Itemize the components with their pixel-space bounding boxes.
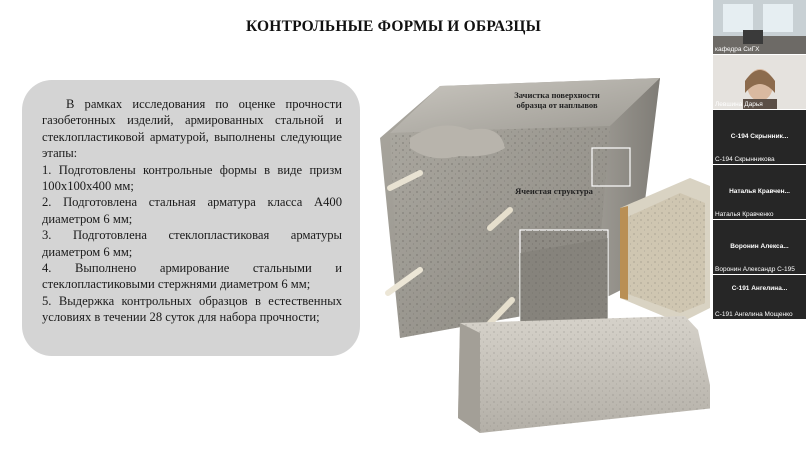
caption-cleaning [497,90,617,110]
participant-tile[interactable] [713,0,806,54]
participant-title: С-194 Скрынник... [730,133,789,140]
caption-structure: Ячеистая структура [515,186,593,196]
participant-tile[interactable] [713,275,806,319]
step-3: 3. Подготовлена стеклопластиковая арматуры диаметром 6 мм; [42,228,342,259]
participant-name: Левшина Дарья [715,101,763,108]
text-panel [22,80,360,356]
participant-name: Наталья Кравченко [715,211,774,218]
participant-name: С-191 Ангелина Мощенко [715,311,793,318]
step-4: 4. Выполнено армирование стальными и стеклопластиковыми стержнями диаметром 6 мм; [42,261,342,292]
intro-text: В рамках исследования по оценке прочности газобетонных изделий, армированных стальной и стеклопластиковой арматурой, выполнены следующие этапы: [42,97,342,161]
step-1: 1. Подготовлены контрольные формы в виде призм 100х100х400 мм; [42,162,342,194]
slide-title: КОНТРОЛЬНЫЕ ФОРМЫ И ОБРАЗЦЫ [246,18,542,35]
participant-tile[interactable] [713,220,806,274]
participant-title: С-191 Ангелина... [731,285,788,292]
caption-cleaning-line2: образца от наплывов [516,100,598,110]
step-2: 2. Подготовлена стальная арматура класса А400 диаметром 6 мм; [42,195,342,226]
participant-name: Воронин Александр С-195 [715,266,795,273]
participant-name: С-194 Скрынникова [715,156,775,163]
step-5: 5. Выдержка контрольных образцов в естественных условиях в течении 28 суток для набора прочности; [42,293,342,325]
participant-title: Воронин Алекса... [730,243,789,250]
participants-sidebar[interactable] [712,0,807,454]
participant-tile[interactable] [713,55,806,109]
participant-tile[interactable] [713,110,806,164]
caption-cleaning-line1: Зачистка поверхности [514,90,600,100]
participant-tile[interactable] [713,165,806,219]
samples-photo [380,78,710,438]
participant-title: Наталья Кравчен... [729,188,790,195]
participant-name: кафедра СиГХ [715,46,760,53]
